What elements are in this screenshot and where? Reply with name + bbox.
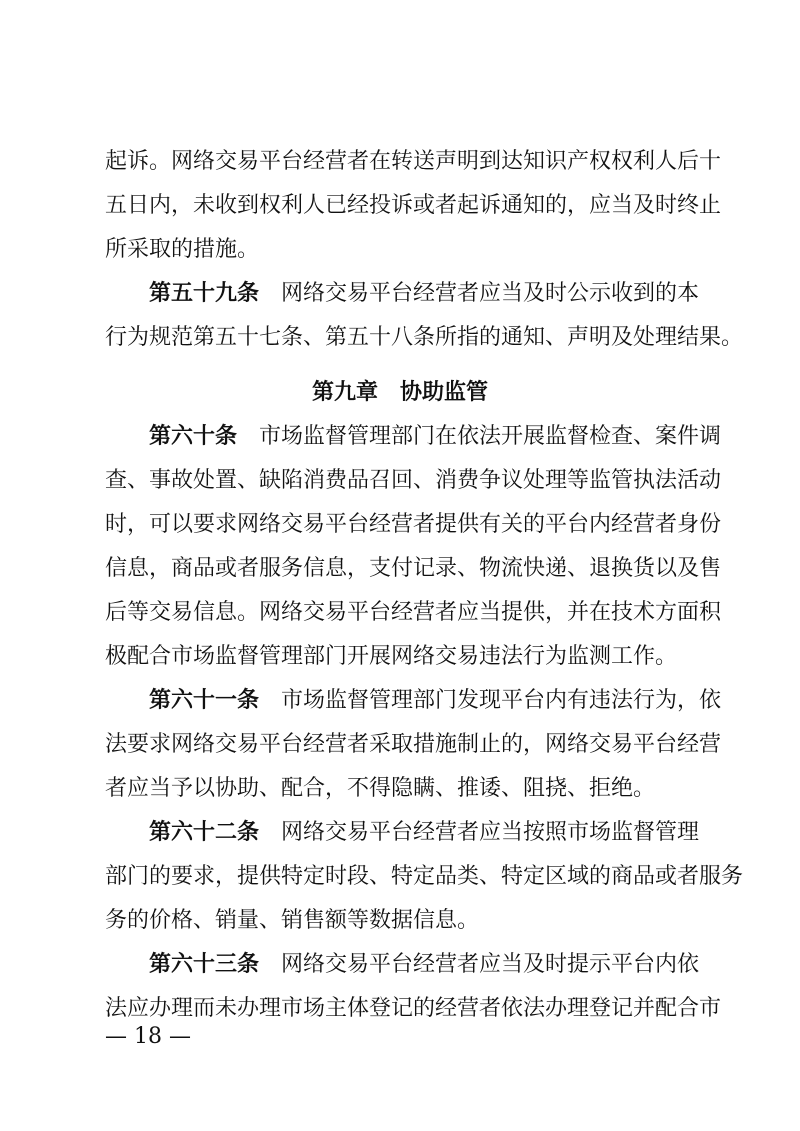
body-line: 信息，商品或者服务信息，支付记录、物流快递、退换货以及售 [105,556,722,581]
article-62-first-line [149,811,700,855]
article-60-text: 市场监督管理部门在依法开展监督检查、案件调 [259,424,722,449]
article-60-heading: 第六十条 [149,424,238,449]
article-60-first-line [149,415,722,459]
body-line: 法应办理而未办理市场主体登记的经营者依法办理登记并配合市 [105,996,722,1021]
page-number: — 18 — [105,1024,191,1049]
article-59-heading: 第五十九条 [149,281,260,306]
body-line: 五日内，未收到权利人已经投诉或者起诉通知的，应当及时终止 [105,193,722,218]
article-63-first-line [149,943,700,987]
article-63-text: 网络交易平台经营者应当及时提示平台内依 [281,952,700,977]
article-59-text: 网络交易平台经营者应当及时公示收到的本 [281,281,700,306]
article-62-heading: 第六十二条 [149,820,260,845]
body-line: 所采取的措施。 [105,237,260,262]
body-line: 行为规范第五十七条、第五十八条所指的通知、声明及处理结果。 [105,325,744,350]
body-line: 后等交易信息。网络交易平台经营者应当提供，并在技术方面积 [105,600,722,625]
article-59-first-line [149,272,700,316]
body-line: 务的价格、销量、销售额等数据信息。 [105,908,480,933]
body-line: 极配合市场监督管理部门开展网络交易违法行为监测工作。 [105,644,678,669]
body-line: 法要求网络交易平台经营者采取措施制止的，网络交易平台经营 [105,732,722,757]
body-line: 部门的要求，提供特定时段、特定品类、特定区域的商品或者服务 [105,864,744,889]
body-line: 起诉。网络交易平台经营者在转送声明到达知识产权权利人后十 [105,149,722,174]
chapter-heading: 第九章 协助监管 [311,380,488,405]
article-63-heading: 第六十三条 [149,952,260,977]
body-line: 时，可以要求网络交易平台经营者提供有关的平台内经营者身份 [105,512,722,537]
article-61-text: 市场监督管理部门发现平台内有违法行为，依 [281,688,722,713]
article-61-heading: 第六十一条 [149,688,260,713]
article-62-text: 网络交易平台经营者应当按照市场监督管理 [281,820,700,845]
article-61-first-line [149,679,722,723]
body-line: 者应当予以协助、配合，不得隐瞒、推诿、阻挠、拒绝。 [105,776,656,801]
body-line: 查、事故处置、缺陷消费品召回、消费争议处理等监管执法活动 [105,468,722,493]
